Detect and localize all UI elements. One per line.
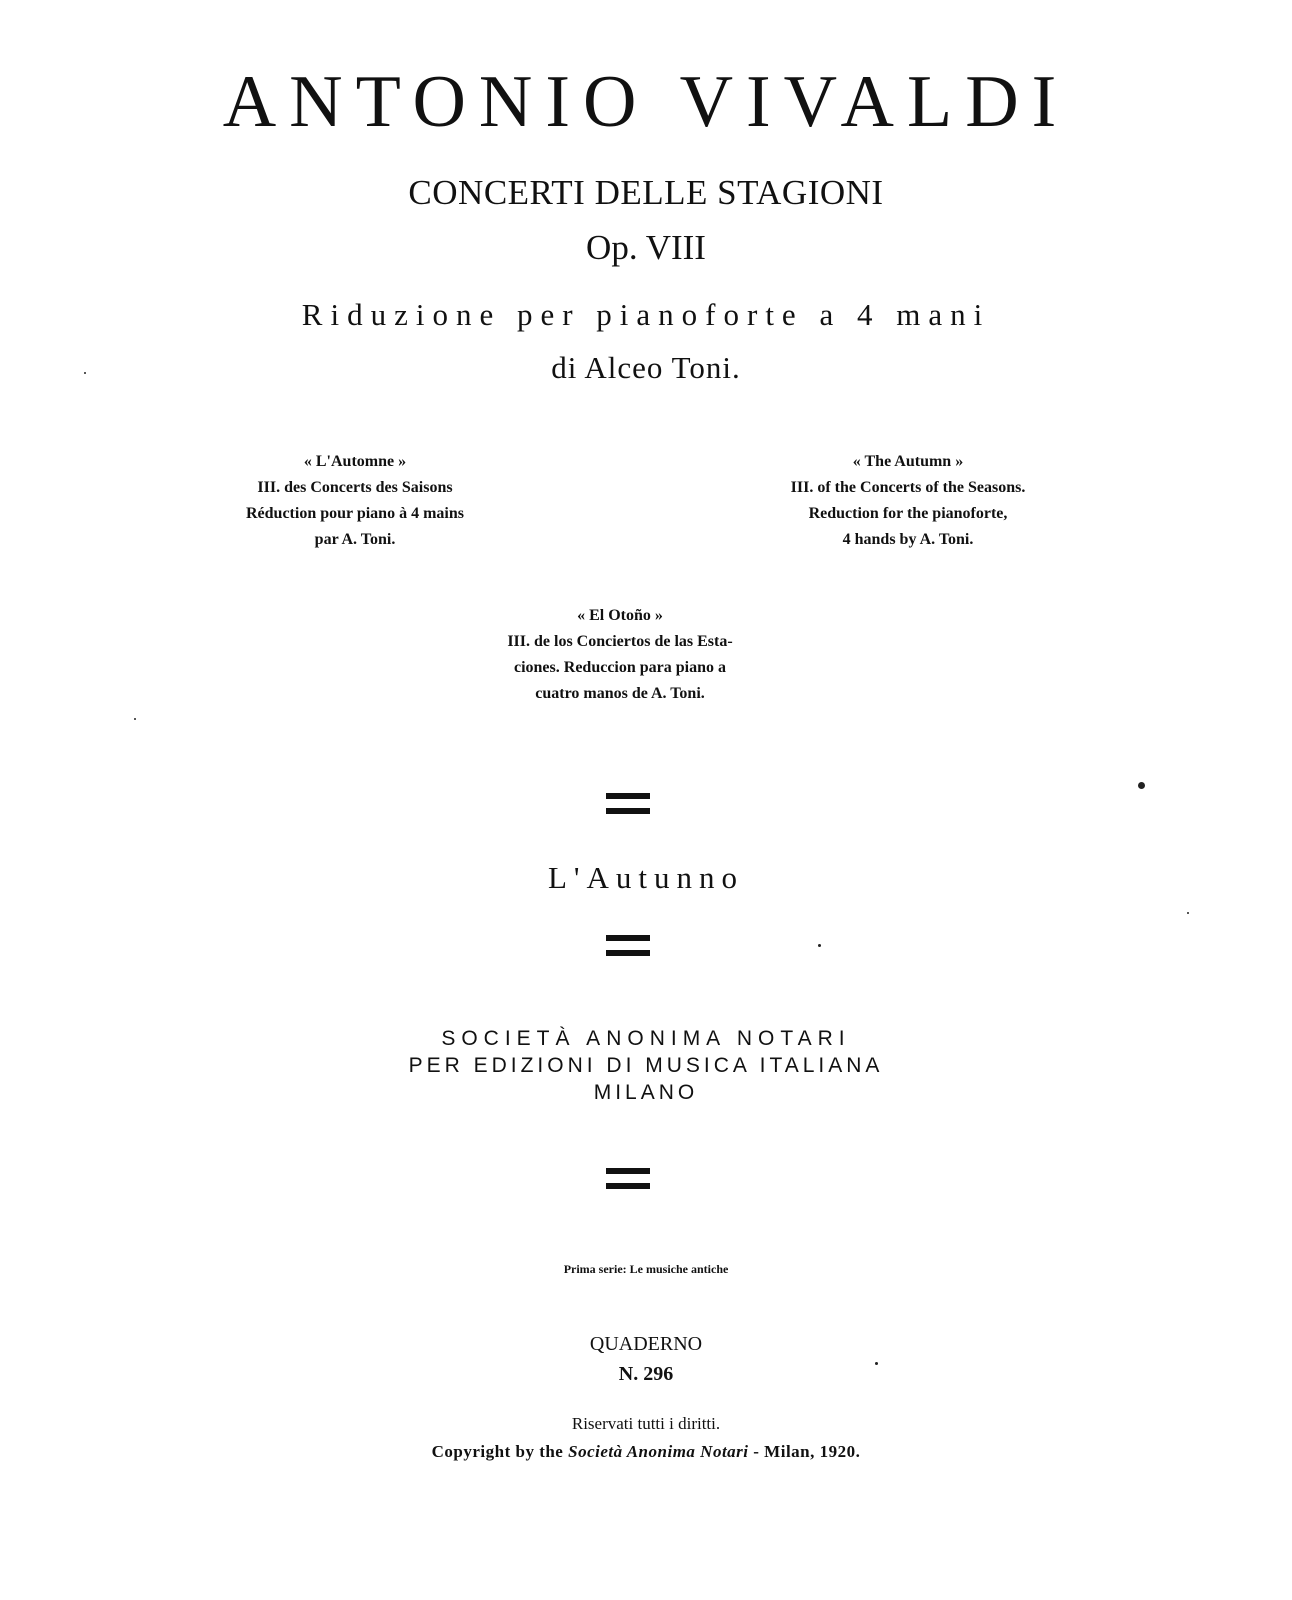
opus-number: Op. VIII bbox=[586, 228, 706, 267]
scan-speck bbox=[84, 372, 86, 374]
publisher-city: MILANO bbox=[593, 1081, 699, 1104]
english-line-3: 4 hands by A. Toni. bbox=[842, 531, 974, 548]
spanish-line-3: cuatro manos de A. Toni. bbox=[535, 685, 705, 702]
quaderno-number: N. 296 bbox=[618, 1363, 674, 1385]
french-line-3: par A. Toni. bbox=[314, 531, 396, 548]
rights-reserved: Riservati tutti i diritti. bbox=[571, 1414, 721, 1433]
series-note: Prima serie: Le musiche antiche bbox=[563, 1262, 729, 1276]
reduction-subtitle: Riduzione per pianoforte a 4 mani bbox=[301, 297, 991, 332]
scan-speck bbox=[875, 1362, 878, 1365]
composer-name: ANTONIO VIVALDI bbox=[222, 61, 1070, 143]
english-title-block bbox=[728, 449, 1088, 553]
copyright-suffix: - Milan, 1920. bbox=[753, 1442, 861, 1461]
arranger-credit: di Alceo Toni. bbox=[551, 350, 741, 385]
double-rule-divider bbox=[606, 793, 650, 815]
copyright-company: Società Anonima Notari bbox=[568, 1442, 749, 1461]
scan-speck bbox=[1138, 782, 1145, 789]
publisher-line-2: PER EDIZIONI DI MUSICA ITALIANA bbox=[408, 1054, 884, 1077]
scan-speck bbox=[818, 944, 821, 947]
english-line-1: III. of the Concerts of the Seasons. bbox=[790, 479, 1026, 496]
spanish-line-2: ciones. Reduccion para piano a bbox=[513, 659, 726, 676]
french-title-block bbox=[175, 449, 535, 553]
english-title: « The Autumn » bbox=[852, 453, 964, 470]
scan-speck bbox=[134, 718, 136, 720]
spanish-line-1: III. de los Conciertos de las Esta- bbox=[507, 633, 733, 650]
copyright-prefix: Copyright by the bbox=[431, 1442, 564, 1461]
english-line-2: Reduction for the pianoforte, bbox=[808, 505, 1008, 522]
spanish-title: « El Otoño » bbox=[577, 607, 663, 624]
quaderno-label: QUADERNO bbox=[589, 1333, 703, 1355]
french-line-1: III. des Concerts des Saisons bbox=[257, 479, 453, 496]
publisher-line-1: SOCIETÀ ANONIMA NOTARI bbox=[441, 1027, 851, 1050]
french-title: « L'Automne » bbox=[303, 453, 407, 470]
copyright-line bbox=[0, 1441, 1292, 1463]
scan-speck bbox=[1187, 912, 1189, 914]
french-line-2: Réduction pour piano à 4 mains bbox=[246, 505, 464, 522]
work-title: CONCERTI DELLE STAGIONI bbox=[408, 173, 884, 212]
season-title: L'Autunno bbox=[547, 860, 745, 895]
double-rule-divider bbox=[606, 935, 650, 957]
spanish-title-block bbox=[440, 603, 800, 707]
double-rule-divider bbox=[606, 1168, 650, 1190]
